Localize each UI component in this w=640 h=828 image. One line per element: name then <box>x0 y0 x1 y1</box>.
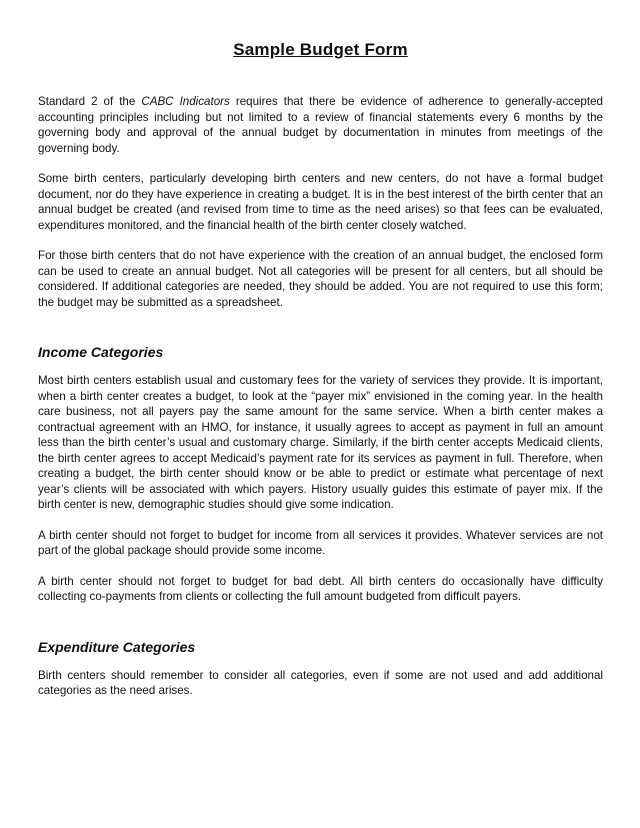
intro-p1-suffix: requires that there be evidence of adherence to generally-accepted accounting principles including but not limited to a review of financial statements every 6 months by the governing body and approval of the annual budget by documentation in minutes from meetings of the governing body. <box>38 95 603 155</box>
intro-p1-italic-term: CABC Indicators <box>141 95 230 108</box>
intro-paragraph-3: For those birth centers that do not have experience with the creation of an annual budget, the enclosed form can be used to create an annual budget. Not all categories will be present for all centers, but all should be considered. If additional categories are needed, they should be added. You are not required to use this form; the budget may be submitted as a spreadsheet. <box>38 249 603 309</box>
income-categories-heading: Income Categories <box>38 344 164 360</box>
income-paragraph-2: A birth center should not forget to budget for income from all services it provides. Whatever services are not part of the global package should provide some income. <box>38 528 603 557</box>
page-title: Sample Budget Form <box>233 40 408 59</box>
document-page <box>38 40 603 714</box>
income-paragraph-3: A birth center should not forget to budget for bad debt. All birth centers do occasionally have difficulty collecting co-payments from clients or collecting the full amount budgeted from difficult payers. <box>38 574 603 603</box>
expenditure-paragraph-1: Birth centers should remember to consider all categories, even if some are not used and add additional categories as the need arises. <box>38 668 603 697</box>
intro-paragraph-2: Some birth centers, particularly developing birth centers and new centers, do not have a formal budget document, nor do they have experience in creating a budget. It is in the best interest of the birth center that an annual budget be created (and revised from time to time as the need arises) so that fees can be evaluated, expenditures monitored, and the financial health of the birth center closely watched. <box>38 172 603 232</box>
intro-paragraph-1 <box>38 94 603 156</box>
intro-p1-prefix: Standard 2 of the <box>38 95 142 108</box>
income-paragraph-1: Most birth centers establish usual and customary fees for the variety of services they provide. It is important, when a birth center creates a budget, to look at the “payer mix” envisioned in the coming year. In the health care business, not all payers pay the same amount for the same service. When a birth center makes a contractual agreement with an HMO, for instance, it usually agrees to accept as payment in full an amount less than the birth center’s usual and customary charge. Similarly, if the birth center accepts Medicaid clients, the birth center agrees to accept Medicaid’s payment rate for its services as payment in full. Therefore, when creating a budget, the birth center should know or be able to predict or estimate what percentage of next year’s clients will be associated with which payers. History usually guides this estimate of payer mix. If the birth center is new, demographic studies should give some indication. <box>38 374 603 511</box>
expenditure-categories-heading: Expenditure Categories <box>38 638 196 655</box>
